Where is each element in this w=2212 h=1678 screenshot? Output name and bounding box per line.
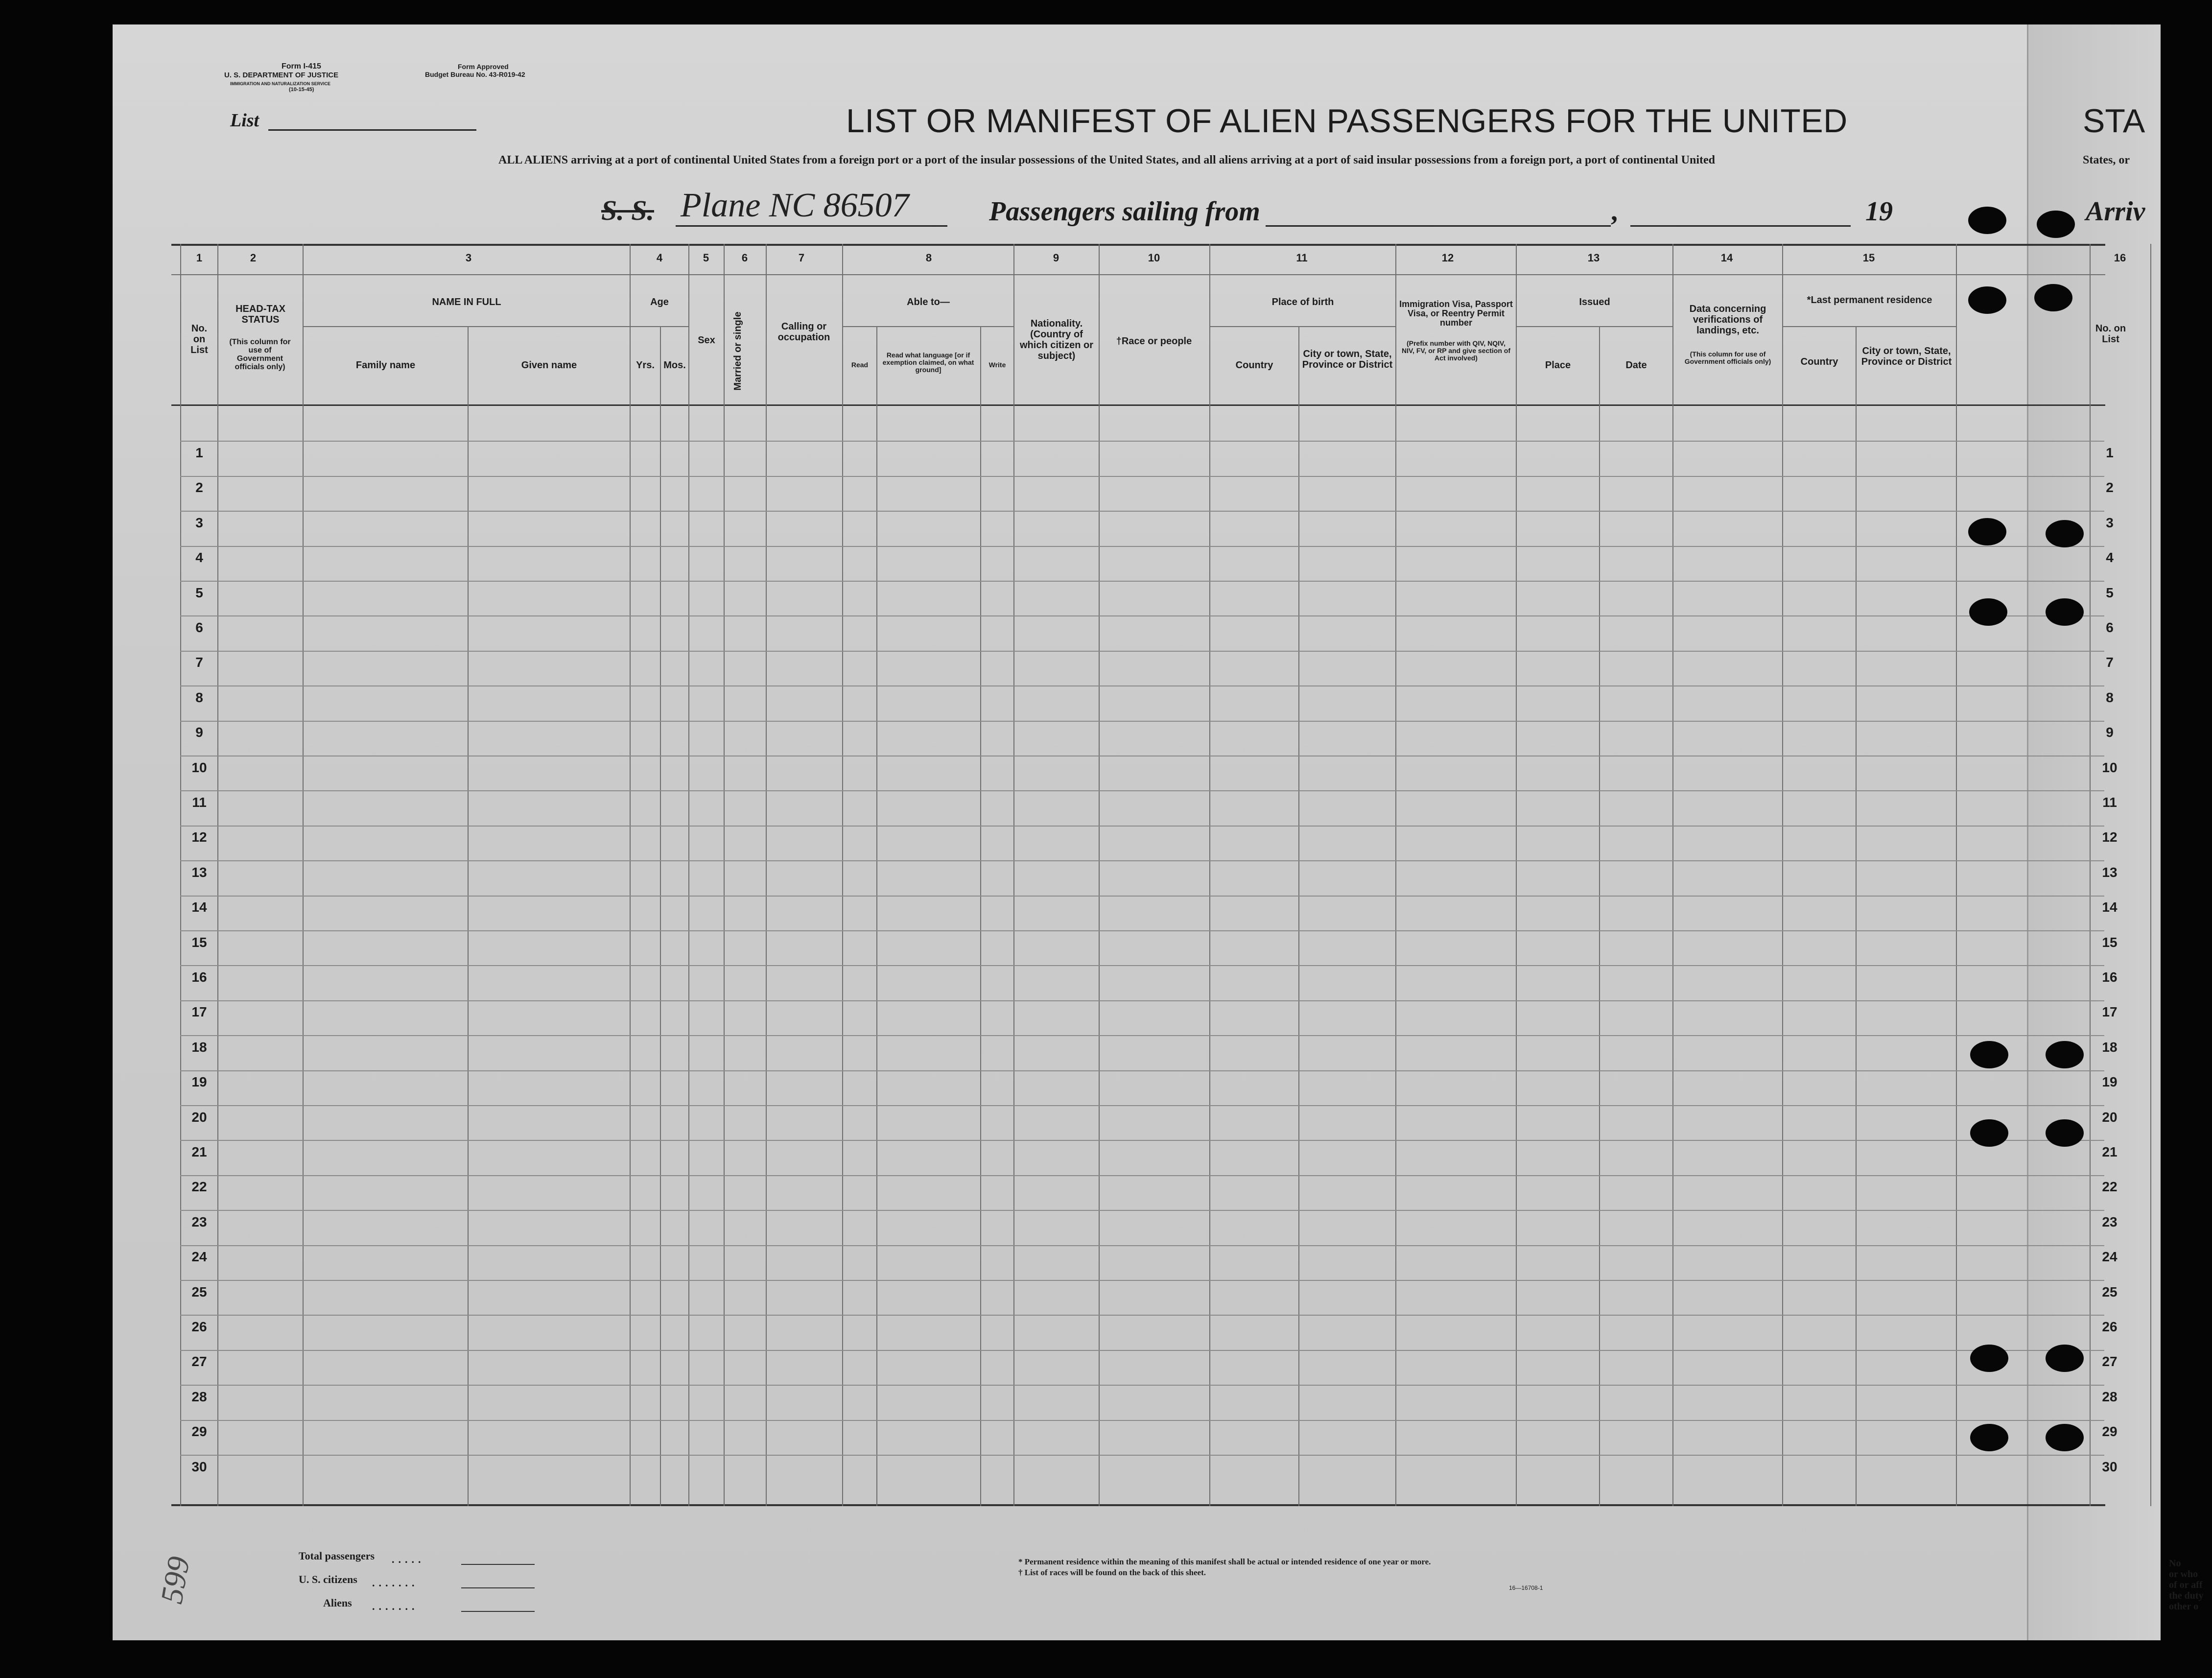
header-data-concerning: Data concerning verifications of landings, etc. (1689, 304, 1766, 336)
list-label: List (230, 110, 259, 131)
punch-hole (2046, 1119, 2084, 1147)
row-divider (180, 1210, 2104, 1211)
title-continued: STA (2083, 102, 2145, 140)
aliens-leader: ....... (372, 1600, 419, 1612)
header-yrs: Yrs. (636, 360, 655, 371)
row-number: 28 (191, 1389, 207, 1404)
row-divider (180, 930, 2104, 931)
punch-hole (1968, 518, 2006, 545)
date-line (1630, 225, 1851, 227)
row-divider (180, 581, 2104, 582)
header-mos: Mos. (663, 360, 686, 371)
col-line (842, 244, 843, 1506)
row-divider (180, 476, 2104, 477)
col-line (1209, 244, 1210, 1506)
colnum-3: 3 (465, 252, 472, 264)
colnum-13: 13 (1587, 252, 1600, 264)
header-head-tax: HEAD-TAX STATUS (235, 304, 285, 325)
margin-number: 599 (154, 1554, 196, 1607)
col-line (1956, 244, 1957, 1506)
row-number: 22 (2102, 1179, 2118, 1194)
row-number: 26 (2102, 1319, 2118, 1334)
row-number: 12 (191, 829, 207, 845)
header-last-residence: *Last permanent residence (1807, 295, 1932, 306)
colnum-16: 16 (2114, 252, 2126, 264)
manifest-subtitle: ALL ALIENS arriving at a port of continental United States from a foreign port or a port of the insular possessions of the United States, and all aliens arriving at a port of said insular possessions from a foreign port, a port of continental United (498, 154, 1715, 166)
row-number: 21 (2102, 1144, 2118, 1159)
colnum-11: 11 (1296, 252, 1308, 264)
footnote-races: † List of races will be found on the back of this sheet. (1018, 1568, 1206, 1577)
row-number: 23 (191, 1214, 207, 1229)
row-divider (180, 615, 2104, 616)
row-number: 1 (2106, 445, 2114, 460)
total-passengers-line (461, 1564, 535, 1565)
col-line (1516, 244, 1517, 1506)
header-age: Age (650, 297, 669, 307)
ss-label: S. S. (601, 194, 655, 226)
row-number: 29 (191, 1424, 207, 1439)
total-passengers-leader: ..... (392, 1553, 425, 1565)
row-number: 16 (2102, 969, 2118, 985)
header-family-name: Family name (355, 360, 416, 371)
row-number: 12 (2102, 829, 2118, 845)
punch-hole (1968, 286, 2006, 314)
header-city: City or town, State, Province or District (1302, 349, 1393, 370)
punch-hole (2046, 1345, 2084, 1372)
row-divider (180, 896, 2104, 897)
row-number: 24 (2102, 1249, 2118, 1264)
row-number: 21 (191, 1144, 207, 1159)
subheader-line-birth (1209, 326, 1395, 327)
sailing-label: Passengers sailing from (989, 196, 1260, 227)
row-divider (180, 1070, 2104, 1071)
colnum-7: 7 (798, 252, 805, 264)
right-cut-text-2: of or aff (2169, 1580, 2203, 1590)
table-bottom-border (171, 1504, 2105, 1506)
year-label: 19 (1865, 196, 1893, 227)
header-read-language: Read what language [or if exemption claimed, on what ground] (882, 351, 974, 374)
row-number: 25 (2102, 1284, 2118, 1300)
row-divider (180, 1245, 2104, 1246)
row-number: 15 (191, 935, 207, 950)
header-visa-note: (Prefix number with QIV, NQIV, NIV, FV, or RP and give section of Act involved) (1402, 339, 1510, 362)
row-number: 27 (2102, 1354, 2118, 1369)
colnum-6: 6 (741, 252, 748, 264)
punch-hole (2037, 211, 2075, 238)
aliens-line (461, 1611, 535, 1612)
right-cut-text-1: or who (2169, 1569, 2198, 1580)
row-divider (180, 1455, 2104, 1456)
row-number: 23 (2102, 1214, 2118, 1229)
punch-hole (2046, 598, 2084, 626)
row-number: 18 (2102, 1040, 2118, 1055)
row-number: 7 (195, 655, 203, 670)
sailing-from-line (1266, 225, 1611, 227)
colnum-8: 8 (925, 252, 932, 264)
col-line (2090, 244, 2091, 1506)
row-number: 30 (191, 1459, 207, 1474)
row-number: 11 (2102, 795, 2117, 810)
department: U. S. DEPARTMENT OF JUSTICE (224, 71, 339, 79)
row-divider (180, 685, 2104, 686)
punch-hole (1970, 1345, 2008, 1372)
right-cut-text-0: No (2169, 1558, 2181, 1569)
form-number: Form I-415 (282, 62, 321, 71)
col-line (1298, 326, 1299, 1506)
row-number: 30 (2102, 1459, 2118, 1474)
punch-hole (2046, 520, 2084, 547)
punch-hole (2046, 1041, 2084, 1068)
col-line (1013, 244, 1014, 1506)
row-number: 16 (191, 969, 207, 985)
us-citizens-label: U. S. citizens (299, 1573, 357, 1585)
row-number: 19 (191, 1074, 207, 1089)
row-number: 11 (192, 795, 207, 810)
row-number: 20 (2102, 1110, 2118, 1125)
header-place-of-birth: Place of birth (1271, 297, 1334, 307)
row-number: 13 (191, 865, 207, 880)
header-calling: Calling or occupation (777, 321, 830, 343)
col-line (1099, 244, 1100, 1506)
subtitle-continued: States, or (2083, 154, 2130, 166)
row-number: 8 (2106, 690, 2114, 705)
form-date: (10-15-45) (289, 87, 314, 93)
row-number: 6 (2106, 620, 2114, 635)
header-head-tax-note: (This column for use of Government officials only) (229, 338, 291, 371)
row-number: 27 (191, 1354, 207, 1369)
header-able-to: Able to— (907, 297, 950, 307)
row-divider (180, 546, 2104, 547)
col-line (1672, 244, 1673, 1506)
punch-hole (1969, 598, 2007, 626)
col-line (2150, 244, 2151, 1506)
row-number: 10 (2102, 760, 2118, 775)
row-divider (180, 1140, 2104, 1141)
row-number: 10 (191, 760, 207, 775)
row-divider (180, 1420, 2104, 1421)
row-number: 7 (2106, 655, 2114, 670)
colnum-1: 1 (196, 252, 203, 264)
row-number: 13 (2102, 865, 2118, 880)
row-divider (180, 1385, 2104, 1386)
punch-hole (1968, 207, 2006, 234)
row-number: 14 (2102, 899, 2118, 915)
row-number: 2 (2106, 480, 2114, 495)
row-number: 22 (191, 1179, 207, 1194)
header-bottom-border (171, 404, 2105, 406)
row-divider (180, 1000, 2104, 1001)
row-number: 19 (2102, 1074, 2118, 1089)
print-code: 16—16708-1 (1509, 1584, 1543, 1591)
col-line (1599, 326, 1600, 1506)
col-line (630, 244, 631, 1506)
right-cut-text-3: the duty (2169, 1590, 2204, 1601)
row-divider (180, 790, 2104, 791)
col-line (660, 326, 661, 1506)
row-number: 3 (2106, 515, 2114, 530)
col-line (980, 326, 981, 1506)
header-married: Married or single (732, 311, 743, 391)
row-number: 3 (195, 515, 203, 530)
arrival-continued: Arriv (2086, 196, 2145, 227)
row-number: 2 (195, 480, 203, 495)
row-number: 5 (2106, 585, 2114, 600)
list-line (268, 129, 476, 131)
header-no-on-list: No. on List (190, 323, 208, 355)
row-number: 4 (195, 550, 203, 565)
row-divider (180, 721, 2104, 722)
col-line (1395, 244, 1396, 1506)
col-line (724, 244, 725, 1506)
colnum-12: 12 (1441, 252, 1454, 264)
row-number: 8 (195, 690, 203, 705)
col-line (1782, 244, 1783, 1506)
punch-hole (1970, 1119, 2008, 1147)
row-number: 5 (195, 585, 203, 600)
header-nationality: Nationality. (Country of which citizen or subject) (1019, 318, 1094, 361)
row-number: 20 (191, 1110, 207, 1125)
row-divider (180, 651, 2104, 652)
row-divider (180, 1280, 2104, 1281)
header-read: Read (851, 361, 869, 369)
colnum-5: 5 (703, 252, 709, 264)
punch-hole (1970, 1041, 2008, 1068)
row-number: 17 (191, 1004, 207, 1019)
row-number: 29 (2102, 1424, 2118, 1439)
header-country-residence: Country (1800, 356, 1838, 367)
row-divider (180, 965, 2104, 966)
header-write: Write (988, 361, 1006, 369)
header-visa: Immigration Visa, Passport Visa, or Reentry Permit number (1399, 299, 1513, 328)
subheader-line-residence (1782, 326, 1956, 327)
punch-hole (2034, 284, 2072, 311)
us-citizens-line (461, 1587, 535, 1588)
header-issued: Issued (1579, 297, 1610, 307)
col-line (876, 326, 877, 1506)
header-no-on-list-right: No. on List (2095, 323, 2126, 345)
row-number: 25 (191, 1284, 207, 1300)
header-country: Country (1235, 360, 1273, 371)
row-divider (180, 1175, 2104, 1176)
service: IMMIGRATION AND NATURALIZATION SERVICE (230, 81, 330, 86)
ship-line (676, 225, 947, 227)
col-line (688, 244, 689, 1506)
form-approved: Form Approved (458, 63, 509, 71)
punch-hole (1970, 1424, 2008, 1451)
aliens-label: Aliens (323, 1597, 352, 1609)
col-line (766, 244, 767, 1506)
col-line (217, 244, 218, 1506)
row-divider (180, 511, 2104, 512)
header-city-residence: City or town, State, Province or District (1861, 346, 1952, 367)
header-data-note: (This column for use of Government officials only) (1684, 350, 1771, 365)
header-name-in-full: NAME IN FULL (432, 297, 501, 307)
row-number: 18 (191, 1040, 207, 1055)
budget-number: Budget Bureau No. 43-R019-42 (425, 71, 525, 78)
right-cut-text-4: other o (2169, 1601, 2199, 1612)
punch-hole (2046, 1424, 2084, 1451)
footnote-residence: * Permanent residence within the meaning of this manifest shall be actual or intended residence of one year or more. (1018, 1557, 1431, 1566)
comma: , (1611, 196, 1618, 227)
row-divider (180, 860, 2104, 861)
row-number: 1 (195, 445, 203, 460)
colnum-14: 14 (1720, 252, 1733, 264)
row-divider (180, 1315, 2104, 1316)
row-divider (180, 1105, 2104, 1106)
header-place: Place (1545, 360, 1571, 371)
row-divider (180, 1350, 2104, 1351)
row-number: 26 (191, 1319, 207, 1334)
table-top-border (171, 244, 2105, 246)
colnum-9: 9 (1053, 252, 1059, 264)
header-given-name: Given name (521, 360, 577, 371)
row-number: 4 (2106, 550, 2114, 565)
ship-name: Plane NC 86507 (681, 187, 909, 224)
us-citizens-leader: ....... (372, 1577, 419, 1589)
row-number: 9 (195, 725, 203, 740)
colnum-15: 15 (1862, 252, 1875, 264)
col-line (1856, 326, 1857, 1506)
col-line (180, 244, 181, 1506)
total-passengers-label: Total passengers (299, 1550, 375, 1562)
header-date: Date (1625, 360, 1647, 371)
row-number: 14 (191, 899, 207, 915)
row-divider (180, 441, 2104, 442)
row-number: 28 (2102, 1389, 2118, 1404)
row-number: 24 (191, 1249, 207, 1264)
colnum-4: 4 (656, 252, 663, 264)
row-number: 15 (2102, 935, 2118, 950)
colnum-2: 2 (250, 252, 257, 264)
row-divider (180, 826, 2104, 827)
header-race: †Race or people (1116, 336, 1192, 347)
row-number: 9 (2106, 725, 2114, 740)
col-line (303, 244, 304, 1506)
subheader-line-issued (1516, 326, 1672, 327)
subheader-line-able (842, 326, 1013, 327)
manifest-title: LIST OR MANIFEST OF ALIEN PASSENGERS FOR THE UNITED (846, 102, 1848, 140)
row-number: 6 (195, 620, 203, 635)
row-number: 17 (2102, 1004, 2118, 1019)
colnum-10: 10 (1148, 252, 1160, 264)
manifest-sheet (113, 24, 2159, 1640)
row-divider (180, 1035, 2104, 1036)
col-line (468, 326, 469, 1506)
header-sex: Sex (698, 335, 715, 346)
colnum-row-border (171, 274, 2105, 275)
